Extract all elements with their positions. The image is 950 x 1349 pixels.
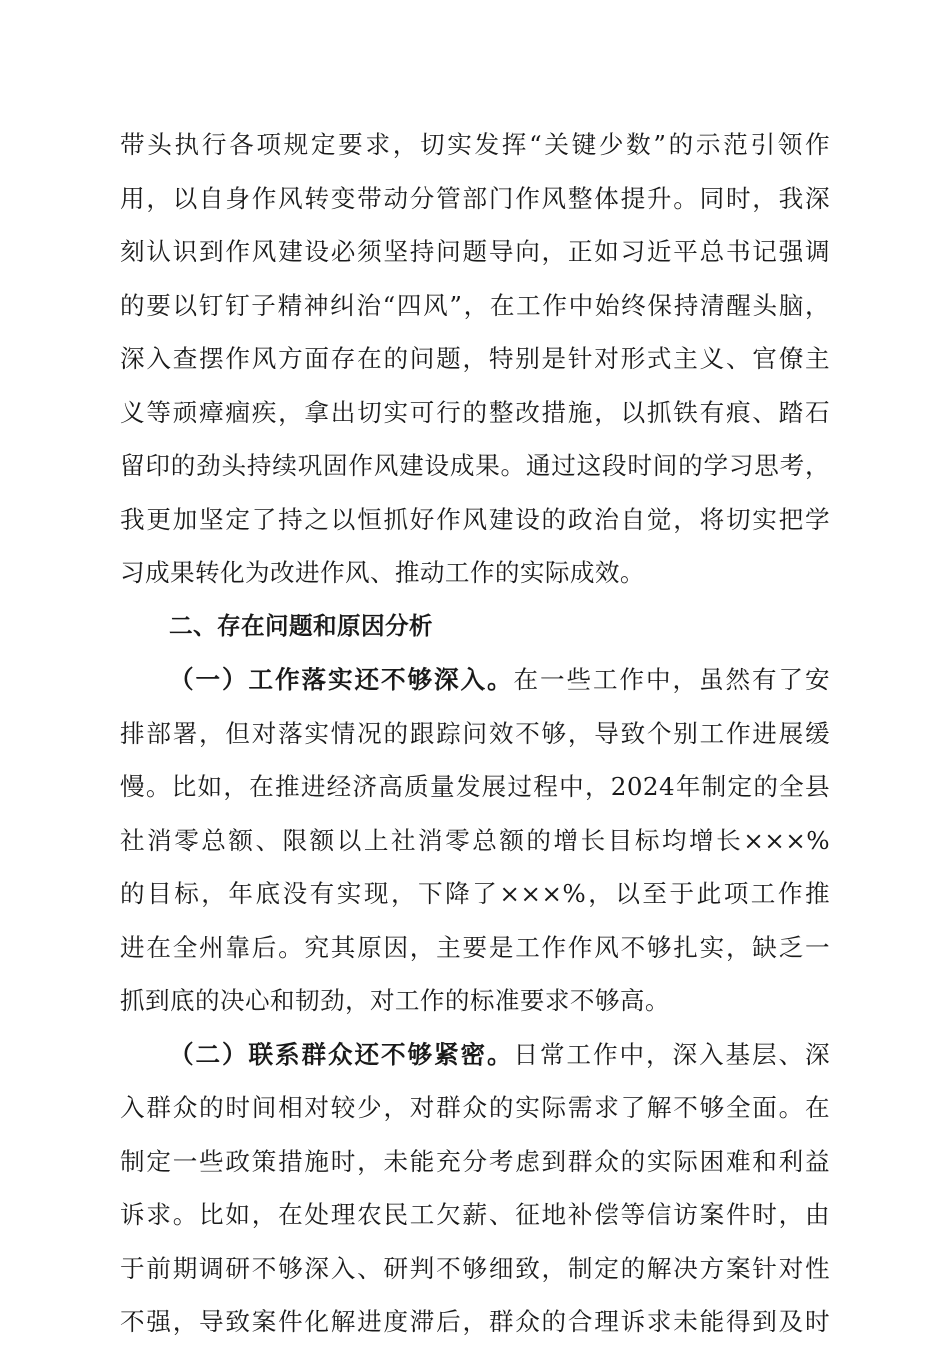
item2-line-5: 于前期调研不够深入、研判不够细致，制定的解决方案针对性 [120, 1253, 830, 1283]
item1-line-3: 慢。比如，在推进经济高质量发展过程中，2024年制定的全县 [120, 772, 830, 801]
intro-line-3: 刻认识到作风建设必须坚持问题导向，正如习近平总书记强调 [120, 237, 830, 266]
item2-lead: （二）联系群众还不够紧密。 [169, 1039, 514, 1069]
intro-line-9: 习成果转化为改进作风、推动工作的实际成效。 [120, 558, 645, 587]
intro-line-2: 用，以自身作风转变带动分管部门作风整体提升。同时，我深 [120, 183, 830, 213]
item2-line-4: 诉求。比如，在处理农民工欠薪、征地补偿等信访案件时，由 [120, 1200, 830, 1229]
item1-line-5: 的目标，年底没有实现，下降了×××%，以至于此项工作推 [120, 879, 830, 908]
item2-first-line-rest: 日常工作中，深入基层、深 [513, 1039, 830, 1069]
section-heading: 二、存在问题和原因分析 [169, 611, 433, 640]
item2-line-6: 不强，导致案件化解进度滞后，群众的合理诉求未能得到及时 [120, 1307, 830, 1336]
intro-line-4: 的要以钉钉子精神纠治“四风”，在工作中始终保持清醒头脑， [120, 290, 830, 320]
item1-line-2: 排部署，但对落实情况的跟踪问效不够，导致个别工作进展缓 [120, 718, 830, 748]
item2-first-line [120, 1028, 830, 1082]
item1-first-line-rest: 在一些工作中，虽然有了安 [513, 665, 830, 694]
document-body [120, 118, 830, 1349]
item2-line-3: 制定一些政策措施时，未能充分考虑到群众的实际困难和利益 [120, 1146, 830, 1176]
item1-lead: （一）工作落实还不够深入。 [169, 665, 514, 694]
intro-line-1: 带头执行各项规定要求，切实发挥“关键少数”的示范引领作 [120, 130, 830, 159]
intro-line-6: 义等顽瘴痼疾，拿出切实可行的整改措施，以抓铁有痕、踏石 [120, 397, 830, 427]
intro-line-8: 我更加坚定了持之以恒抓好作风建设的政治自觉，将切实把学 [120, 504, 830, 534]
item1-line-4: 社消零总额、限额以上社消零总额的增长目标均增长×××% [120, 825, 830, 855]
item2-line-2: 入群众的时间相对较少，对群众的实际需求了解不够全面。在 [120, 1093, 830, 1122]
intro-line-7: 留印的劲头持续巩固作风建设成果。通过这段时间的学习思考， [120, 451, 830, 480]
item1-line-6: 进在全州靠后。究其原因，主要是工作作风不够扎实，缺乏一 [120, 932, 830, 962]
intro-line-5: 深入查摆作风方面存在的问题，特别是针对形式主义、官僚主 [120, 344, 830, 373]
item1-first-line [120, 653, 830, 707]
item1-line-7: 抓到底的决心和韧劲，对工作的标准要求不够高。 [120, 986, 670, 1015]
